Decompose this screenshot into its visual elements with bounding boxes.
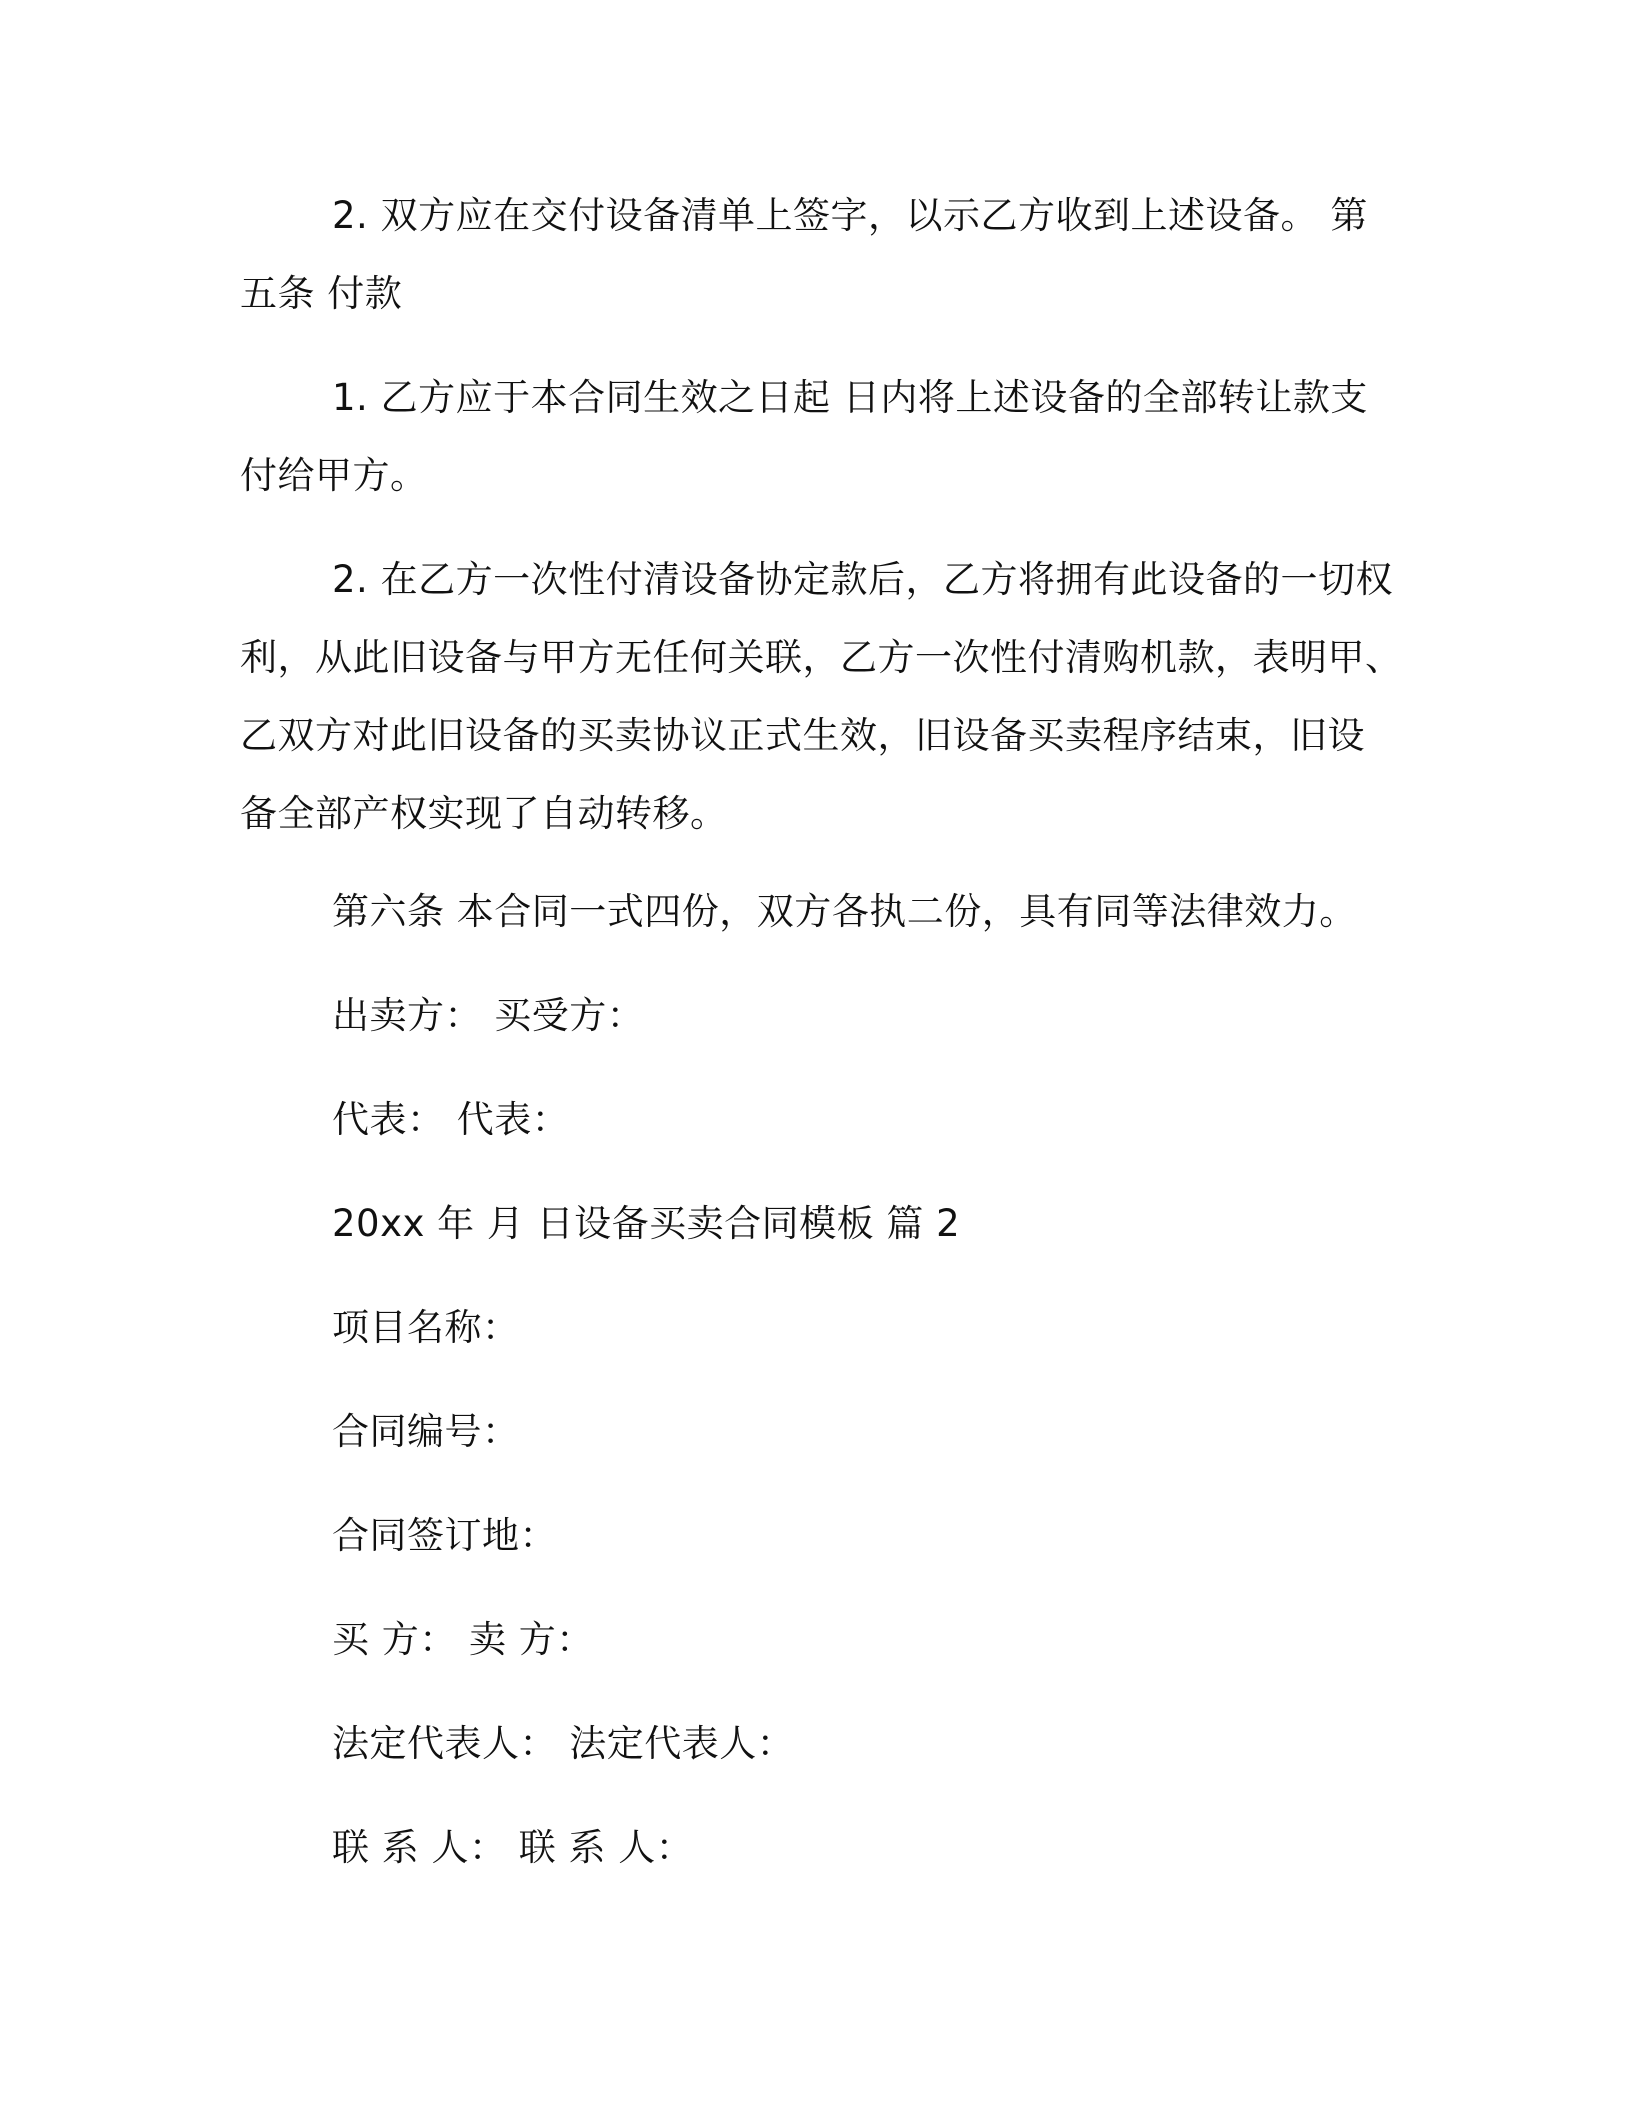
signing-place-line: 合同签订地： bbox=[332, 1514, 557, 1557]
para-ownership-line-2: 利，从此旧设备与甲方无任何关联，乙方一次性付清购机款，表明甲、 bbox=[240, 636, 1403, 679]
project-name-line: 项目名称： bbox=[332, 1306, 520, 1349]
article-six: 第六条 本合同一式四份，双方各执二份，具有同等法律效力。 bbox=[332, 890, 1357, 933]
para-payment-line-1: 1. 乙方应于本合同生效之日起 日内将上述设备的全部转让款支 bbox=[332, 376, 1368, 419]
seller-buyer-line: 出卖方： 买受方： bbox=[332, 994, 645, 1037]
contract-number-line: 合同编号： bbox=[332, 1410, 520, 1453]
para-delivery-sign-line-2: 五条 付款 bbox=[240, 272, 403, 315]
legal-representatives-line: 法定代表人： 法定代表人： bbox=[332, 1722, 795, 1765]
para-ownership-line-3: 乙双方对此旧设备的买卖协议正式生效，旧设备买卖程序结束，旧设 bbox=[240, 714, 1365, 757]
buyer-seller-line: 买 方： 卖 方： bbox=[332, 1618, 594, 1661]
para-ownership-line-1: 2. 在乙方一次性付清设备协定款后，乙方将拥有此设备的一切权 bbox=[332, 558, 1394, 601]
representatives-line: 代表： 代表： bbox=[332, 1098, 570, 1141]
contacts-line: 联 系 人： 联 系 人： bbox=[332, 1826, 694, 1869]
para-payment-line-2: 付给甲方。 bbox=[240, 454, 428, 497]
para-ownership-line-4: 备全部产权实现了自动转移。 bbox=[240, 792, 728, 835]
para-delivery-sign-line-1: 2. 双方应在交付设备清单上签字，以示乙方收到上述设备。 第 bbox=[332, 194, 1368, 237]
template-title: 20xx 年 月 日设备买卖合同模板 篇 2 bbox=[332, 1202, 961, 1245]
